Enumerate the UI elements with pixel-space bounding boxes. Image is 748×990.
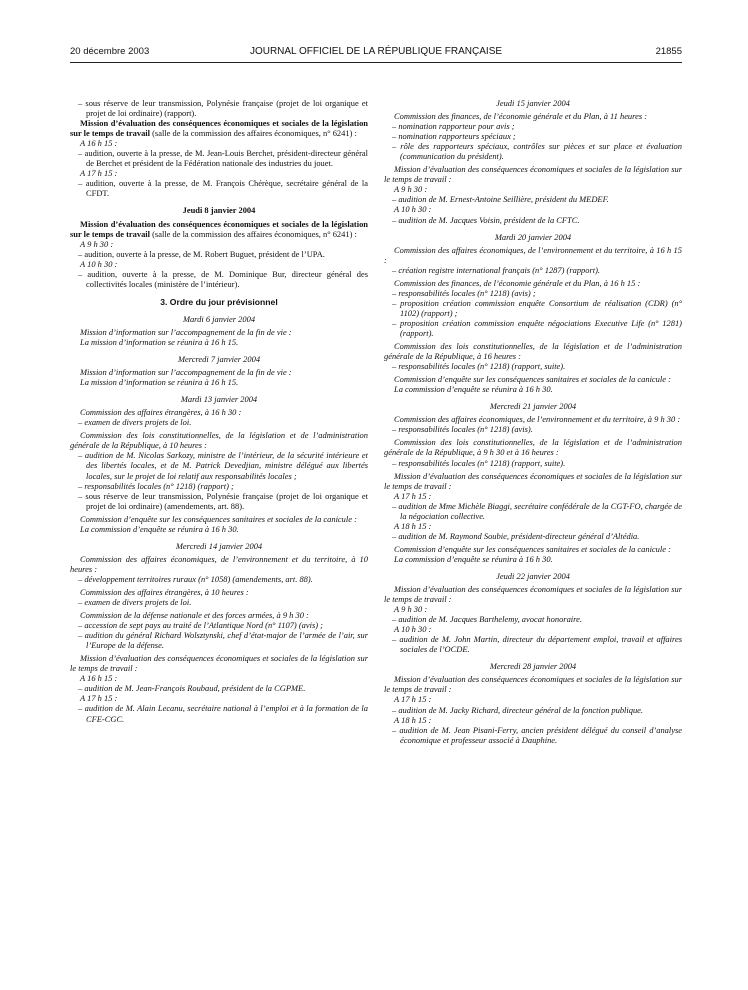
- committee-heading: Mission d’information sur l’accompagnement de la fin de vie :: [80, 326, 292, 337]
- agenda-item: – audition de M. Raymond Soubie, président-directeur général d’Altédia.: [392, 530, 640, 541]
- committee-heading: Commission des lois constitutionnelles, de la législation et de l’administration générale de la République, à 16 heures :: [384, 341, 682, 362]
- header-title: JOURNAL OFFICIEL DE LA RÉPUBLIQUE FRANÇAISE: [249, 46, 503, 57]
- committee-heading: Commission d’enquête sur les conséquences sanitaires et sociales de la canicule :: [394, 374, 671, 385]
- right-column: [384, 98, 682, 745]
- agenda-item: – responsabilités locales (n° 1218) (rapport, suite).: [392, 457, 566, 468]
- agenda-note: La mission d’information se réunira à 16 h 15.: [80, 377, 239, 388]
- time-label: A 17 h 15 :: [80, 693, 118, 704]
- header-date: 20 décembre 2003: [70, 46, 150, 57]
- agenda-item: – audition de M. Jean-François Roubaud, président de la CGPME.: [78, 683, 306, 694]
- mission-room: (salle de la commission des affaires économiques, n° 6241) :: [150, 128, 357, 139]
- committee-heading: Mission d’évaluation des conséquences économiques et sociales de la législation sur le temps de travail :: [384, 584, 682, 605]
- committee-heading: Commission des affaires économiques, de l’environnement et du territoire, à 16 h 15 :: [384, 244, 682, 265]
- agenda-item: – proposition création commission enquête Consortium de réalisation (CDR) (n° 1102) (rapport) ;: [392, 297, 682, 318]
- time-label: A 10 h 30 :: [394, 204, 432, 215]
- agenda-item: – nomination rapporteurs spéciaux ;: [392, 131, 516, 142]
- agenda-item: – sous réserve de leur transmission, Polynésie française (projet de loi organique et projet de loi ordinaire) (amendements, art. 88).: [78, 490, 368, 511]
- committee-heading: Commission des affaires économiques, de l’environnement et du territoire, à 9 h 30 :: [394, 414, 681, 425]
- time-label: A 16 h 15 :: [80, 138, 118, 149]
- time-label: A 17 h 15 :: [80, 168, 118, 179]
- committee-heading: Mission d’information sur l’accompagnement de la fin de vie :: [80, 367, 292, 378]
- day-heading: Mercredi 14 janvier 2004: [175, 540, 263, 551]
- agenda-item: – audition de M. Ernest-Antoine Seillière, président du MEDEF.: [392, 194, 609, 205]
- agenda-item: – audition de M. Alain Lecanu, secrétaire national à l’emploi et à la formation de la CFE-CGC.: [78, 703, 368, 724]
- committee-heading: Mission d’évaluation des conséquences économiques et sociales de la législation sur le temps de travail :: [384, 470, 682, 491]
- agenda-item: – audition de M. Jacques Barthelemy, avocat honoraire.: [392, 614, 582, 625]
- mission-heading: [70, 219, 368, 239]
- day-heading: Mardi 20 janvier 2004: [494, 231, 572, 242]
- agenda-item: – audition de M. Nicolas Sarkozy, ministre de l’intérieur, de la sécurité intérieure et des libertés locales, et de M. Patrick Devedjian, ministre délégué aux libertés locales, sur le projet de loi relatif aux responsabilités locales ;: [78, 450, 368, 481]
- committee-heading: Commission des finances, de l’économie générale et du Plan, à 11 heures :: [394, 111, 648, 122]
- time-label: A 16 h 15 :: [80, 673, 118, 684]
- mission-room: (salle de la commission des affaires économiques, n° 6241) :: [150, 228, 357, 239]
- agenda-item: – audition, ouverte à la presse, de M. Jean-Louis Berchet, président-directeur général de Berchet et président de la Fédération nationale des industries du jouet.: [78, 148, 368, 169]
- mission-title: Mission d’évaluation des conséquences économiques et sociales de la législation sur le temps de travail: [70, 218, 368, 239]
- mission-title: Mission d’évaluation des conséquences économiques et sociales de la législation sur le temps de travail: [70, 118, 368, 139]
- agenda-item: – responsabilités locales (n° 1218) (rapport, suite).: [392, 361, 566, 372]
- agenda-item: – audition, ouverte à la presse, de M. Dominique Bur, directeur général des collectivités locales (ministère de l’intérieur).: [78, 268, 368, 289]
- day-heading: Mardi 6 janvier 2004: [182, 313, 256, 324]
- agenda-item: – responsabilités locales (n° 1218) (avis) ;: [392, 287, 536, 298]
- agenda-note: La commission d’enquête se réunira à 16 h 30.: [394, 384, 553, 395]
- day-heading: Jeudi 15 janvier 2004: [496, 98, 570, 108]
- day-heading: Mercredi 21 janvier 2004: [489, 401, 577, 412]
- agenda-item: – responsabilités locales (n° 1218) (rapport) ;: [78, 480, 234, 491]
- mission-heading: [70, 118, 368, 138]
- agenda-item: – développement territoires ruraux (n° 1058) (amendements, art. 88).: [78, 573, 313, 584]
- page-number: 21855: [655, 46, 682, 57]
- agenda-item: – examen de divers projets de loi.: [78, 417, 192, 428]
- time-label: A 10 h 30 :: [80, 258, 118, 269]
- agenda-item: – audition de M. Jacques Voisin, président de la CFTC.: [392, 214, 580, 225]
- committee-heading: Mission d’évaluation des conséquences économiques et sociales de la législation sur le temps de travail :: [384, 674, 682, 695]
- committee-heading: Commission des finances, de l’économie générale et du Plan, à 16 h 15 :: [394, 277, 641, 288]
- agenda-item: – création registre international français (n° 1287) (rapport).: [392, 264, 601, 275]
- committee-heading: Commission de la défense nationale et des forces armées, à 9 h 30 :: [80, 610, 309, 621]
- page-header: [70, 46, 682, 60]
- agenda-item: – audition de M. Jean Pisani-Ferry, ancien président délégué du conseil d’analyse économique et professeur associé à Dauphine.: [392, 724, 682, 745]
- committee-heading: Commission d’enquête sur les conséquences sanitaires et sociales de la canicule :: [394, 543, 671, 554]
- time-label: A 9 h 30 :: [394, 604, 428, 615]
- committee-heading: Commission des affaires étrangères, à 10 heures :: [80, 586, 249, 597]
- agenda-item: – audition, ouverte à la presse, de M. Robert Buguet, président de l’UPA.: [78, 248, 325, 259]
- time-label: A 17 h 15 :: [394, 694, 432, 705]
- committee-heading: Commission des affaires étrangères, à 16 h 30 :: [80, 407, 242, 418]
- time-label: A 18 h 15 :: [394, 714, 432, 725]
- agenda-item: – rôle des rapporteurs spéciaux, contrôles sur pièces et sur place et évaluation (communication du président).: [392, 141, 682, 162]
- time-label: A 9 h 30 :: [80, 238, 114, 249]
- agenda-item: – audition de M. John Martin, directeur du département emploi, travail et affaires sociales de l’OCDE.: [392, 634, 682, 655]
- committee-heading: Mission d’évaluation des conséquences économiques et sociales de la législation sur le temps de travail :: [384, 164, 682, 185]
- agenda-note: La commission d’enquête se réunira à 16 h 30.: [80, 523, 239, 534]
- section-heading: 3. Ordre du jour prévisionnel: [160, 296, 278, 307]
- committee-heading: Mission d’évaluation des conséquences économiques et sociales de la législation sur le temps de travail :: [70, 653, 368, 674]
- day-heading: Jeudi 22 janvier 2004: [496, 570, 570, 581]
- time-label: A 18 h 15 :: [394, 520, 432, 531]
- day-heading: Mercredi 7 janvier 2004: [177, 354, 261, 365]
- agenda-item: – audition de M. Jacky Richard, directeur général de la fonction publique.: [392, 704, 644, 715]
- agenda-note: La mission d’information se réunira à 16 h 15.: [80, 336, 239, 347]
- agenda-item: – audition de Mme Michèle Biaggi, secrétaire confédérale de la CGT-FO, chargée de la négociation collective.: [392, 500, 682, 521]
- day-heading: Mercredi 28 janvier 2004: [489, 661, 577, 672]
- agenda-item: – proposition création commission enquête négociations Executive Life (n° 1281) (rapport).: [392, 317, 682, 338]
- agenda-note: La commission d’enquête se réunira à 16 h 30.: [394, 553, 553, 564]
- agenda-item: – sous réserve de leur transmission, Polynésie française (projet de loi organique et projet de loi ordinaire) (rapport).: [78, 98, 368, 119]
- header-rule: [70, 62, 682, 63]
- day-heading: Mardi 13 janvier 2004: [180, 394, 258, 405]
- agenda-item: – audition, ouverte à la presse, de M. François Chérèque, secrétaire général de la CFDT.: [78, 178, 368, 199]
- time-label: A 17 h 15 :: [394, 490, 432, 501]
- time-label: A 10 h 30 :: [394, 624, 432, 635]
- agenda-item: – examen de divers projets de loi.: [78, 597, 192, 608]
- agenda-item: – responsabilités locales (n° 1218) (avis).: [392, 424, 533, 435]
- committee-heading: Commission des affaires économiques, de l’environnement et du territoire, à 10 heures :: [70, 553, 368, 574]
- agenda-item: – audition du général Richard Wolsztynski, chef d’état-major de l’armée de l’air, sur l’Europe de la défense.: [78, 630, 368, 651]
- agenda-item: – nomination rapporteur pour avis ;: [392, 121, 515, 132]
- committee-heading: Commission des lois constitutionnelles, de la législation et de l’administration générale de la République, à 10 heures :: [70, 430, 368, 451]
- left-column: [70, 98, 368, 724]
- time-label: A 9 h 30 :: [394, 184, 428, 195]
- committee-heading: Commission d’enquête sur les conséquences sanitaires et sociales de la canicule :: [80, 513, 357, 524]
- committee-heading: Commission des lois constitutionnelles, de la législation et de l’administration générale de la République, à 9 h 30 et à 16 heures :: [384, 437, 682, 458]
- agenda-item: – accession de sept pays au traité de l’Atlantique Nord (n° 1107) (avis) ;: [78, 620, 323, 631]
- day-heading: Jeudi 8 janvier 2004: [182, 205, 256, 216]
